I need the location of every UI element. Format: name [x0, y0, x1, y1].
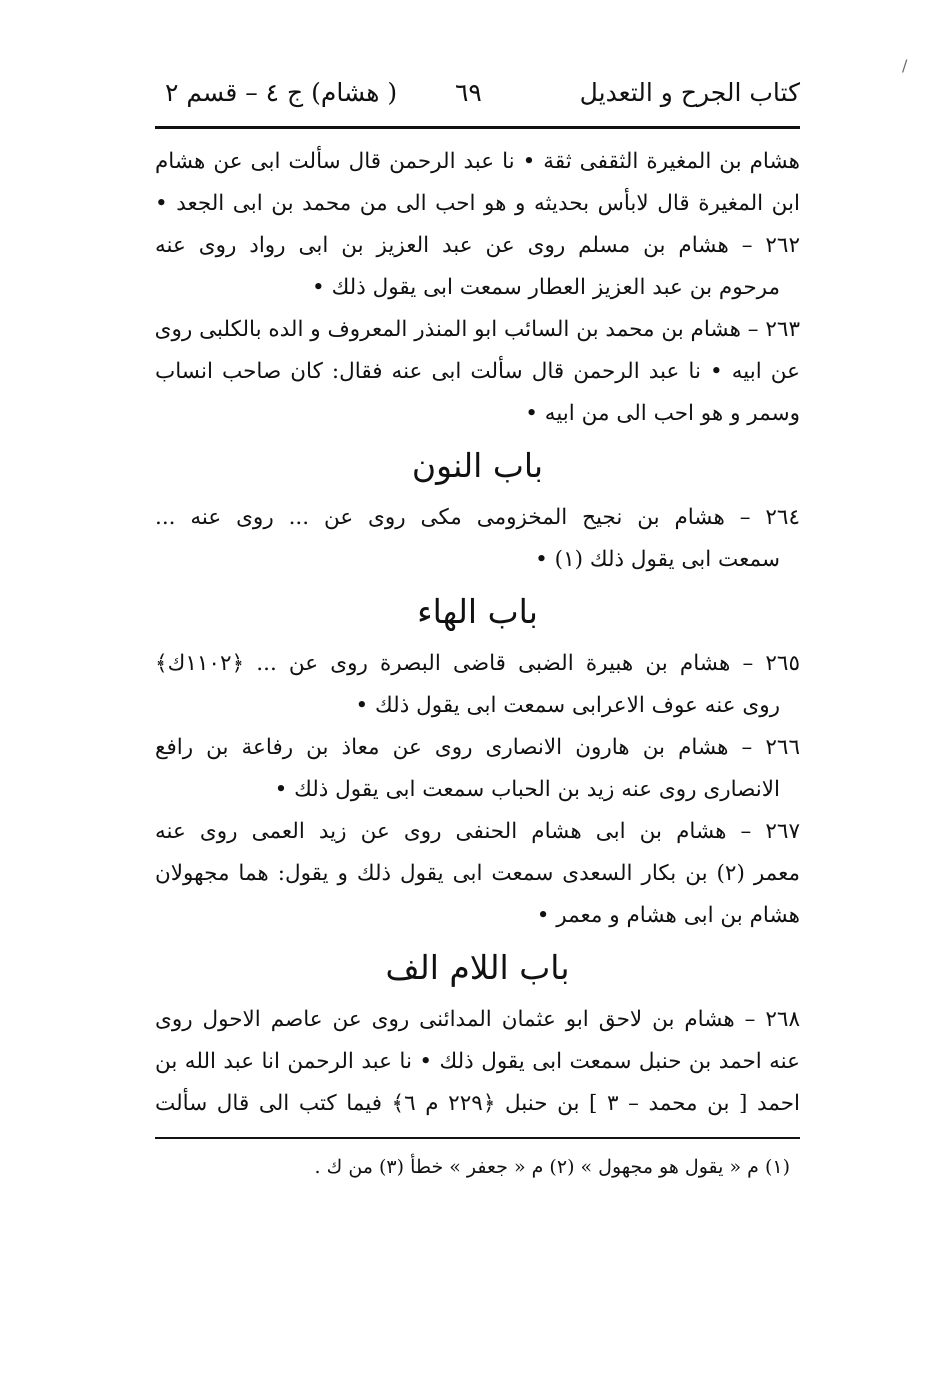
- section-label: ( هشام) ج ٤ – قسم ٢: [165, 78, 398, 107]
- text-line: ٢٦٧ – هشام بن ابى هشام الحنفى روى عن زيد العمى روى عنه: [155, 819, 800, 844]
- text-line: احمد [ بن محمد – ٣ ] بن حنبل ﴿٢٢٩ م ٦﴾ فيما كتب الى قال سألت: [155, 1091, 800, 1116]
- text-line: ٢٦٨ – هشام بن لاحق ابو عثمان المدائنى روى عن عاصم الاحول روى: [155, 1007, 800, 1032]
- text-line: وسمر و هو احب الى من ابيه •: [525, 401, 800, 426]
- text-line: عنه احمد بن حنبل سمعت ابى يقول ذلك • نا عبد الرحمن انا عبد الله بن: [155, 1049, 800, 1074]
- body-text: [155, 141, 800, 1125]
- footnote: (١) م « يقول هو مجهول » (٢) م « جعفر » خطأ (٣) من ك .: [314, 1156, 790, 1178]
- text-line: ٢٦٣ – هشام بن محمد بن السائب ابو المنذر المعروف و الده بالكلبى روى: [155, 317, 800, 342]
- header-rule: [155, 126, 800, 129]
- section-heading: باب النون: [411, 446, 544, 485]
- text-line: روى عنه عوف الاعرابى سمعت ابى يقول ذلك •: [355, 693, 780, 718]
- section-heading: باب الهاء: [417, 592, 538, 631]
- text-line: الانصارى روى عنه زيد بن الحباب سمعت ابى يقول ذلك •: [274, 777, 780, 802]
- text-line: هشام بن ابى هشام و معمر •: [536, 903, 800, 928]
- text-line: هشام بن المغيرة الثقفى ثقة • نا عبد الرحمن قال سألت ابى عن هشام: [155, 149, 800, 174]
- text-line: مرحوم بن عبد العزيز العطار سمعت ابى يقول ذلك •: [312, 275, 780, 300]
- text-line: ٢٦٦ – هشام بن هارون الانصارى روى عن معاذ بن رفاعة بن رافع: [155, 735, 800, 760]
- text-line: عن ابيه • نا عبد الرحمن قال سألت ابى عنه فقال: كان صاحب انساب: [155, 359, 800, 384]
- running-header: [155, 70, 800, 122]
- section-heading: باب اللام الف: [385, 948, 570, 987]
- book-title: كتاب الجرح و التعديل: [579, 78, 800, 107]
- text-line: ابن المغيرة قال لابأس بحديثه و هو احب الى من محمد بن ابى الجعد •: [155, 191, 800, 216]
- text-line: ٢٦٢ – هشام بن مسلم روى عن عبد العزيز بن ابى رواد روى عنه: [155, 233, 800, 258]
- footnote-rule: [155, 1137, 800, 1139]
- text-line: سمعت ابى يقول ذلك (١) •: [535, 547, 780, 572]
- corner-mark: /: [902, 56, 908, 75]
- book-page: [155, 70, 800, 1185]
- text-line: ٢٦٤ – هشام بن نجيح المخزومى مكى روى عن ... روى عنه ...: [155, 505, 800, 530]
- text-line: ٢٦٥ – هشام بن هبيرة الضبى قاضى البصرة روى عن ... ﴿١١٠٢ك﴾: [155, 651, 800, 676]
- text-line: معمر (٢) بن بكار السعدى سمعت ابى يقول ذلك و يقول: هما مجهولان: [155, 861, 800, 886]
- page-number: ٦٩: [455, 78, 482, 107]
